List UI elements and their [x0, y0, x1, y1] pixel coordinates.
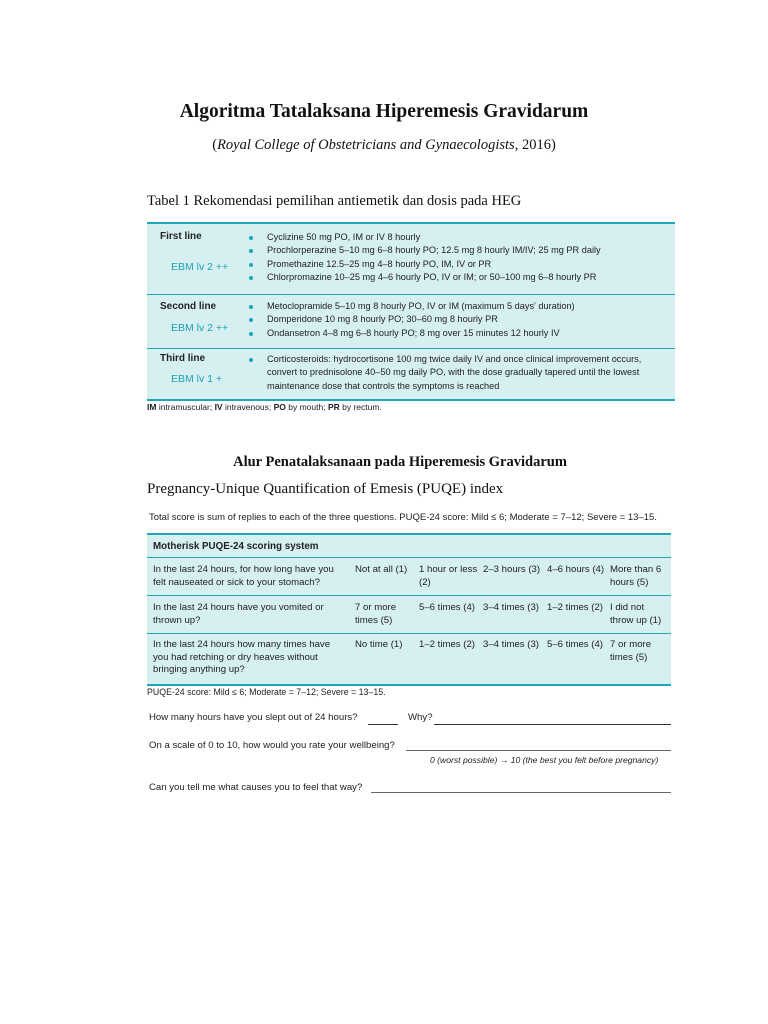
- causes-question: Can you tell me what causes you to feel that way?: [149, 782, 363, 793]
- answer-cell: 7 or more times (5): [355, 602, 397, 626]
- answer-cell: 5–6 times (4): [419, 602, 475, 613]
- drug-list: [245, 231, 665, 285]
- why-answer-line[interactable]: [434, 724, 671, 725]
- row-label: First line: [160, 231, 202, 242]
- table-row-second-line: [147, 295, 675, 349]
- answer-cell: No time (1): [355, 639, 403, 650]
- row-label: Third line: [160, 353, 205, 364]
- drug-item: Promethazine 12.5–25 mg 4–8 hourly PO, IM, IV or PR: [245, 258, 665, 271]
- drug-item: Corticosteroids: hydrocortisone 100 mg twice daily IV and once clinical improvement occurs, convert to prednisolone 40–50 mg daily PO, with the dose gradually tapered until the lowest maintenance dose that controls the symptoms is reached: [245, 353, 665, 393]
- puqe-table: [147, 533, 671, 686]
- answer-cell: 5–6 times (4): [547, 639, 603, 650]
- question-cell: In the last 24 hours have you vomited or thrown up?: [153, 602, 324, 626]
- bullet-icon: [249, 249, 253, 253]
- answer-cell: 1–2 times (2): [547, 602, 603, 613]
- page-title: Algoritma Tatalaksana Hiperemesis Gravidarum: [179, 101, 589, 122]
- section-title: Alur Penatalaksanaan pada Hiperemesis Gravidarum: [233, 454, 567, 470]
- puqe-title: Pregnancy-Unique Quantification of Emesis (PUQE) index: [147, 481, 504, 497]
- table-row: [147, 634, 671, 682]
- question-cell: In the last 24 hours how many times have you had retching or dry heaves without bringing anything up?: [153, 639, 331, 675]
- subtitle-source: Royal College of Obstetricians and Gynaecologists: [217, 137, 515, 153]
- drug-item: Ondansetron 4–8 mg 6–8 hourly PO; 8 mg over 15 minutes 12 hourly IV: [245, 327, 665, 340]
- question-cell: In the last 24 hours, for how long have you felt nauseated or sick to your stomach?: [153, 564, 334, 588]
- table-row-first-line: [147, 224, 675, 295]
- drug-list: [245, 353, 665, 393]
- wellbeing-question: On a scale of 0 to 10, how would you rate your wellbeing?: [149, 740, 395, 751]
- bullet-icon: [249, 263, 253, 267]
- page-subtitle: [0, 137, 768, 154]
- answer-cell: 1–2 times (2): [419, 639, 475, 650]
- causes-answer-line[interactable]: [371, 792, 671, 793]
- answer-cell: 1 hour or less (2): [419, 564, 478, 588]
- answer-cell: More than 6 hours (5): [610, 564, 662, 588]
- ebm-level: EBM lv 2 ++: [171, 261, 229, 273]
- row-label: Second line: [160, 301, 217, 312]
- drug-item: Metoclopramide 5–10 mg 8 hourly PO, IV or IM (maximum 5 days' duration): [245, 300, 665, 313]
- drug-item: Prochlorperazine 5–10 mg 6–8 hourly PO; 12.5 mg 8 hourly IM/IV; 25 mg PR daily: [245, 244, 665, 257]
- bullet-icon: [249, 332, 253, 336]
- drug-item: Domperidone 10 mg 8 hourly PO; 30–60 mg 8 hourly PR: [245, 313, 665, 326]
- bullet-icon: [249, 318, 253, 322]
- bullet-icon: [249, 305, 253, 309]
- table-row: [147, 558, 671, 596]
- antiemetic-table: [147, 222, 675, 401]
- table-row: [147, 596, 671, 634]
- answer-cell: Not at all (1): [355, 564, 408, 575]
- table-row-third-line: [147, 349, 675, 397]
- sleep-question: How many hours have you slept out of 24 hours?: [149, 712, 358, 723]
- table1-footnote: IM intramuscular; IV intravenous; PO by mouth; PR by rectum.: [147, 402, 382, 412]
- sleep-answer-line[interactable]: [368, 724, 398, 725]
- ebm-level: EBM lv 2 ++: [171, 322, 229, 334]
- drug-item: Cyclizine 50 mg PO, IM or IV 8 hourly: [245, 231, 665, 244]
- answer-cell: 4–6 hours (4): [547, 564, 605, 575]
- subtitle-open: (: [212, 137, 218, 153]
- puqe-score-line: PUQE-24 score: Mild ≤ 6; Moderate = 7–12; Severe = 13–15.: [147, 687, 386, 697]
- why-label: Why?: [408, 712, 433, 723]
- answer-cell: 7 or more times (5): [610, 639, 652, 663]
- total-score-note: Total score is sum of replies to each of the three questions. PUQE-24 score: Mild ≤ 6; Moderate = 7–12; Severe = 13–15.: [149, 512, 657, 523]
- answer-cell: 2–3 hours (3): [483, 564, 541, 575]
- puqe-table-heading: Motherisk PUQE-24 scoring system: [147, 535, 671, 558]
- wellbeing-answer-line[interactable]: [406, 750, 671, 751]
- table1-caption: Tabel 1 Rekomendasi pemilihan antiemetik dan dosis pada HEG: [147, 193, 522, 209]
- subtitle-rest: , 2016): [514, 137, 556, 153]
- bullet-icon: [249, 276, 253, 280]
- answer-cell: I did not throw up (1): [610, 602, 662, 626]
- bullet-icon: [249, 358, 253, 362]
- bullet-icon: [249, 236, 253, 240]
- wellbeing-scale-note: 0 (worst possible) → 10 (the best you felt before pregnancy): [430, 755, 659, 765]
- drug-item: Chlorpromazine 10–25 mg 4–6 hourly PO, IV or IM; or 50–100 mg 6–8 hourly PR: [245, 271, 665, 284]
- answer-cell: 3–4 times (3): [483, 639, 539, 650]
- ebm-level: EBM lv 1 +: [171, 373, 223, 385]
- drug-list: [245, 300, 665, 340]
- answer-cell: 3–4 times (3): [483, 602, 539, 613]
